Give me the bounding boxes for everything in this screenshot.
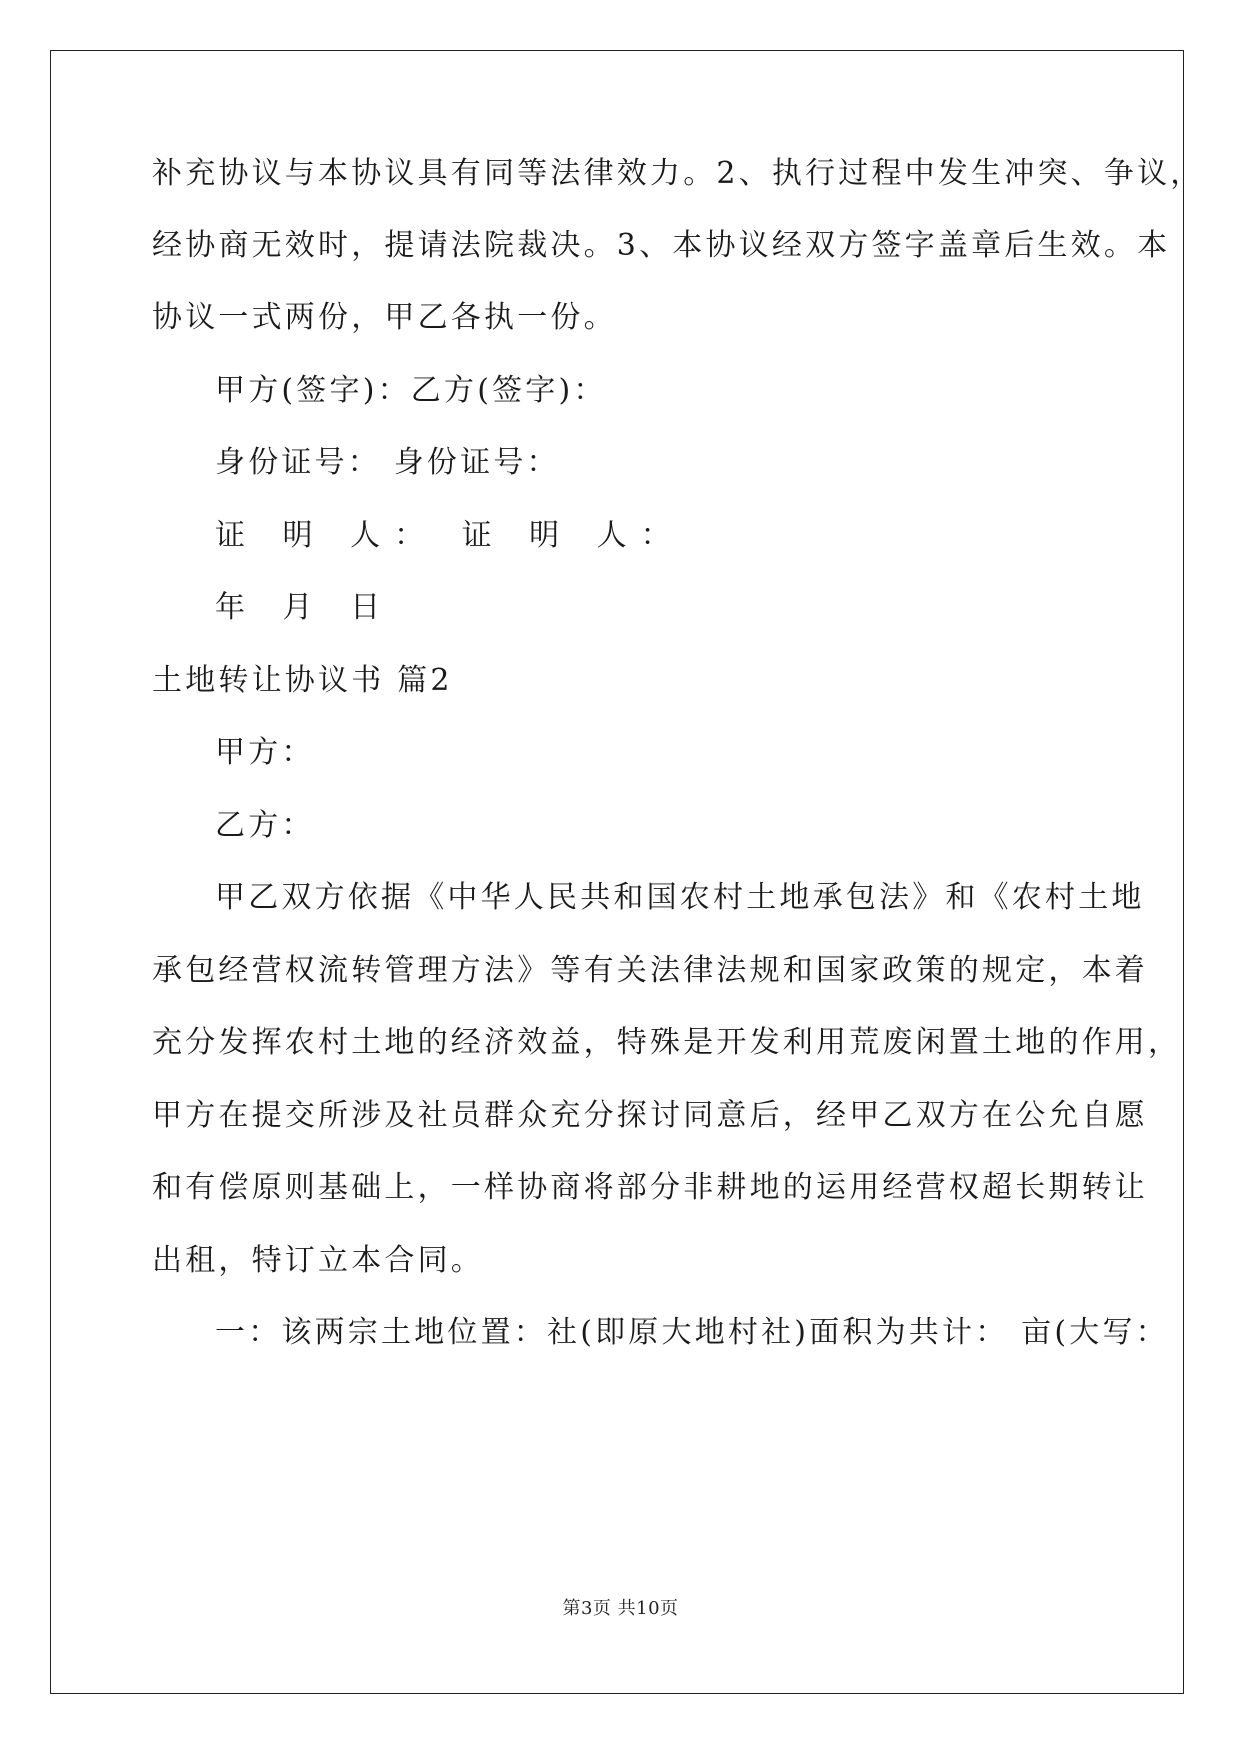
page-border xyxy=(50,50,1184,1694)
page-number-footer: 第3页 共10页 xyxy=(562,1598,679,1619)
signature-line-id: 身份证号： 身份证号： xyxy=(215,445,560,480)
party-b-line: 乙方： xyxy=(215,808,315,843)
section-heading: 土地转让协议书 篇2 xyxy=(152,663,453,698)
signature-line-parties: 甲方(签字)：乙方(签字)： xyxy=(215,373,607,408)
text-line: 充分发挥农村土地的经济效益，特殊是开发利用荒废闲置土地的作用， xyxy=(152,1025,1182,1060)
party-a-line: 甲方： xyxy=(215,735,315,770)
text-line: 甲乙双方依据《中华人民共和国农村土地承包法》和《农村土地 xyxy=(215,880,1145,915)
text-line: 补充协议与本协议具有同等法律效力。2、执行过程中发生冲突、争议， xyxy=(152,156,1204,191)
text-line: 和有偿原则基础上，一样协商将部分非耕地的运用经营权超长期转让 xyxy=(152,1170,1148,1205)
date-line: 年 月 日 xyxy=(215,590,395,625)
text-line: 甲方在提交所涉及社员群众充分探讨同意后，经甲乙双方在公允自愿 xyxy=(152,1098,1148,1133)
text-line: 出租，特订立本合同。 xyxy=(152,1243,484,1278)
text-line: 经协商无效时，提请法院裁决。3、本协议经双方签字盖章后生效。本 xyxy=(152,228,1171,263)
signature-line-witness: 证 明 人： 证 明 人： xyxy=(215,518,685,553)
text-line: 承包经营权流转管理方法》等有关法律法规和国家政策的规定，本着 xyxy=(152,953,1148,988)
text-line: 一：该两宗土地位置：社(即原大地村社)面积为共计： 亩(大写： xyxy=(215,1315,1169,1350)
text-line: 协议一式两份，甲乙各执一份。 xyxy=(152,300,617,335)
